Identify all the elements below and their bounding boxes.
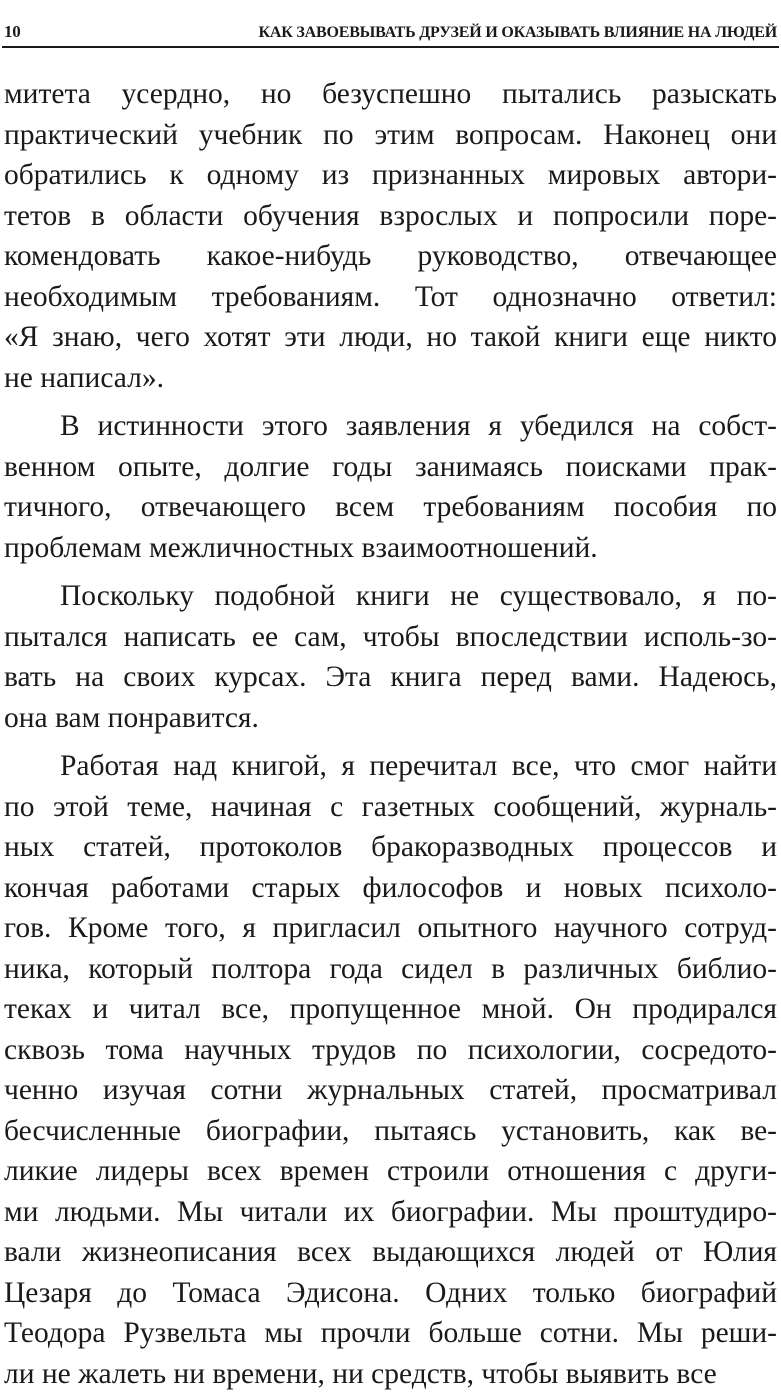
text-line: митета усердно, но безуспешно пытались разыскать (4, 74, 777, 115)
text-line: тичного, отвечающего всем требованиям пособия по (4, 487, 777, 528)
text-line: Поскольку подобной книги не существовало, я по- (4, 576, 777, 617)
text-line: не написал». (4, 358, 777, 399)
text-line: ми людьми. Мы читали их биографии. Мы проштудиро- (4, 1192, 777, 1233)
paragraph (4, 746, 777, 1394)
paragraph-gap (4, 738, 777, 746)
running-header (4, 12, 777, 42)
text-line: Теодора Рузвельта мы прочли больше сотни. Мы реши- (4, 1313, 777, 1354)
text-line: тетов в области обучения взрослых и попросили поре- (4, 196, 777, 237)
text-line: обратились к одному из признанных мировых автори- (4, 155, 777, 196)
paragraph-gap (4, 568, 777, 576)
paragraph (4, 406, 777, 568)
paragraph (4, 576, 777, 738)
text-line: сквозь тома научных трудов по психологии, сосредото- (4, 1030, 777, 1071)
text-line: бесчисленные биографии, пытаясь установить, как ве- (4, 1111, 777, 1152)
text-line: вали жизнеописания всех выдающихся людей от Юлия (4, 1232, 777, 1273)
header-rule (2, 46, 779, 48)
text-line: необходимым требованиям. Тот однозначно ответил: (4, 277, 777, 318)
text-line: кончая работами старых философов и новых психоло- (4, 868, 777, 909)
text-line: «Я знаю, чего хотят эти люди, но такой книги еще никто (4, 317, 777, 358)
body-text (4, 74, 777, 1394)
text-line: ли не жалеть ни времени, ни средств, чтобы выявить все (4, 1354, 777, 1394)
text-line: ликие лидеры всех времен строили отношения с други- (4, 1151, 777, 1192)
text-line: венном опыте, долгие годы занимаясь поисками прак- (4, 447, 777, 488)
page-number: 10 (4, 22, 21, 42)
text-line: Цезаря до Томаса Эдисона. Одних только биографий (4, 1273, 777, 1314)
text-line: ника, который полтора года сидел в различных библио- (4, 949, 777, 990)
text-line: ных статей, протоколов бракоразводных процессов и (4, 827, 777, 868)
text-line: пытался написать ее сам, чтобы впоследствии исполь-зо- (4, 617, 777, 658)
text-line: Работая над книгой, я перечитал все, что смог найти (4, 746, 777, 787)
text-line: ченно изучая сотни журнальных статей, просматривал (4, 1070, 777, 1111)
text-line: комендовать какое-нибудь руководство, отвечающее (4, 236, 777, 277)
text-line: теках и читал все, пропущенное мной. Он продирался (4, 989, 777, 1030)
text-line: по этой теме, начиная с газетных сообщений, журналь- (4, 787, 777, 828)
text-line: она вам понравится. (4, 698, 777, 739)
running-title: КАК ЗАВОЕВЫВАТЬ ДРУЗЕЙ И ОКАЗЫВАТЬ ВЛИЯНИЕ НА ЛЮДЕЙ (258, 24, 777, 42)
text-line: проблемам межличностных взаимоотношений. (4, 528, 777, 569)
text-line: практический учебник по этим вопросам. Наконец они (4, 115, 777, 156)
text-line: гов. Кроме того, я пригласил опытного научного сотруд- (4, 908, 777, 949)
paragraph-gap (4, 398, 777, 406)
paragraph (4, 74, 777, 398)
text-line: вать на своих курсах. Эта книга перед вами. Надеюсь, (4, 657, 777, 698)
text-line: В истинности этого заявления я убедился на собст- (4, 406, 777, 447)
